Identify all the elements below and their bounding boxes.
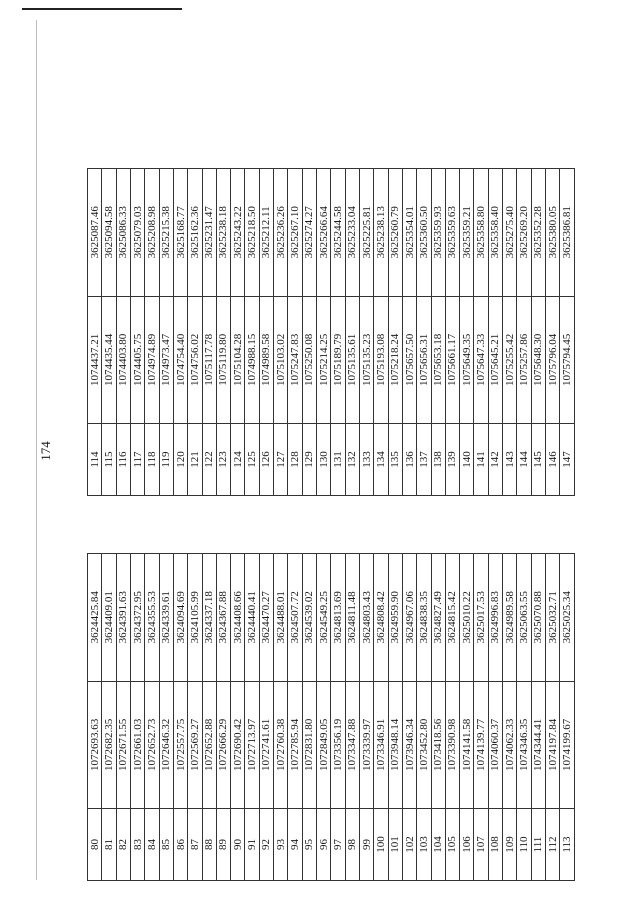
x-coordinate-cell: 1072646.32 xyxy=(159,681,173,809)
y-coordinate-cell: 3624539.02 xyxy=(302,554,316,682)
y-coordinate-cell: 3624391.63 xyxy=(116,554,130,682)
table-row xyxy=(216,554,230,881)
point-number-cell: 137 xyxy=(417,424,431,496)
x-coordinate-cell: 1074197.84 xyxy=(546,681,560,809)
y-coordinate-cell: 3625212.11 xyxy=(259,169,273,297)
y-coordinate-cell: 3625233.04 xyxy=(345,169,359,297)
point-number-cell: 97 xyxy=(331,809,345,881)
y-coordinate-cell: 3624803.43 xyxy=(359,554,373,682)
x-coordinate-cell: 1072831.80 xyxy=(302,681,316,809)
x-coordinate-cell: 1072661.03 xyxy=(130,681,144,809)
table-row xyxy=(202,169,216,496)
point-number-cell: 117 xyxy=(130,424,144,496)
table-row xyxy=(231,554,245,881)
x-coordinate-cell: 1075661.17 xyxy=(445,296,459,424)
table-row xyxy=(417,554,431,881)
y-coordinate-cell: 3624425.84 xyxy=(88,554,102,682)
point-number-cell: 80 xyxy=(88,809,102,881)
table-row xyxy=(460,169,474,496)
point-number-cell: 83 xyxy=(130,809,144,881)
y-coordinate-cell: 3625386.81 xyxy=(560,169,575,297)
y-coordinate-cell: 3624105.99 xyxy=(188,554,202,682)
table-row xyxy=(302,169,316,496)
point-number-cell: 126 xyxy=(259,424,273,496)
point-number-cell: 96 xyxy=(317,809,331,881)
point-number-cell: 101 xyxy=(388,809,402,881)
x-coordinate-cell: 1074988.15 xyxy=(245,296,259,424)
table-row xyxy=(88,554,102,881)
point-number-cell: 124 xyxy=(231,424,245,496)
table-row xyxy=(503,169,517,496)
point-number-cell: 116 xyxy=(116,424,130,496)
table-row xyxy=(202,554,216,881)
point-number-cell: 81 xyxy=(102,809,116,881)
y-coordinate-cell: 3624408.66 xyxy=(231,554,245,682)
point-number-cell: 88 xyxy=(202,809,216,881)
x-coordinate-cell: 1074139.77 xyxy=(474,681,488,809)
y-coordinate-cell: 3625087.46 xyxy=(88,169,102,297)
y-coordinate-cell: 3625269.20 xyxy=(517,169,531,297)
page-edge-line xyxy=(36,20,37,880)
y-coordinate-cell: 3625238.13 xyxy=(374,169,388,297)
x-coordinate-cell: 1074754.40 xyxy=(173,296,187,424)
point-number-cell: 82 xyxy=(116,809,130,881)
x-coordinate-cell: 1075648.30 xyxy=(531,296,545,424)
point-number-cell: 94 xyxy=(288,809,302,881)
x-coordinate-cell: 1075653.18 xyxy=(431,296,445,424)
coordinates-table-1 xyxy=(87,553,575,881)
point-number-cell: 92 xyxy=(259,809,273,881)
y-coordinate-cell: 3625168.77 xyxy=(173,169,187,297)
point-number-cell: 122 xyxy=(202,424,216,496)
point-number-cell: 114 xyxy=(88,424,102,496)
point-number-cell: 84 xyxy=(145,809,159,881)
x-coordinate-cell: 1075649.35 xyxy=(460,296,474,424)
point-number-cell: 93 xyxy=(274,809,288,881)
y-coordinate-cell: 3624409.01 xyxy=(102,554,116,682)
y-coordinate-cell: 3624339.61 xyxy=(159,554,173,682)
y-coordinate-cell: 3625025.34 xyxy=(560,554,575,682)
y-coordinate-cell: 3625208.98 xyxy=(145,169,159,297)
point-number-cell: 106 xyxy=(460,809,474,881)
table-row xyxy=(288,554,302,881)
table-row xyxy=(503,554,517,881)
table-row xyxy=(259,554,273,881)
table-row xyxy=(488,169,502,496)
x-coordinate-cell: 1075796.04 xyxy=(546,296,560,424)
y-coordinate-cell: 3624488.01 xyxy=(274,554,288,682)
x-coordinate-cell: 1072785.94 xyxy=(288,681,302,809)
y-coordinate-cell: 3624367.88 xyxy=(216,554,230,682)
table-row xyxy=(216,169,230,496)
table-row xyxy=(546,554,560,881)
x-coordinate-cell: 1072682.35 xyxy=(102,681,116,809)
x-coordinate-cell: 1075645.21 xyxy=(488,296,502,424)
x-coordinate-cell: 1074062.33 xyxy=(503,681,517,809)
table-row xyxy=(546,169,560,496)
table-row xyxy=(274,554,288,881)
table-row xyxy=(88,169,102,496)
x-coordinate-cell: 1075214.25 xyxy=(317,296,331,424)
table-row xyxy=(159,169,173,496)
y-coordinate-cell: 3624989.58 xyxy=(503,554,517,682)
point-number-cell: 142 xyxy=(488,424,502,496)
point-number-cell: 99 xyxy=(359,809,373,881)
point-number-cell: 143 xyxy=(503,424,517,496)
table-row xyxy=(274,169,288,496)
y-coordinate-cell: 3624959.90 xyxy=(388,554,402,682)
point-number-cell: 136 xyxy=(402,424,416,496)
x-coordinate-cell: 1074405.75 xyxy=(130,296,144,424)
y-coordinate-cell: 3625360.50 xyxy=(417,169,431,297)
point-number-cell: 91 xyxy=(245,809,259,881)
y-coordinate-cell: 3625354.01 xyxy=(402,169,416,297)
table-row xyxy=(445,554,459,881)
x-coordinate-cell: 1074199.67 xyxy=(560,681,575,809)
table-row xyxy=(431,169,445,496)
y-coordinate-cell: 3625358.40 xyxy=(488,169,502,297)
table-row xyxy=(331,554,345,881)
point-number-cell: 119 xyxy=(159,424,173,496)
point-number-cell: 131 xyxy=(331,424,345,496)
point-number-cell: 100 xyxy=(374,809,388,881)
x-coordinate-cell: 1075135.61 xyxy=(345,296,359,424)
y-coordinate-cell: 3624813.69 xyxy=(331,554,345,682)
x-coordinate-cell: 1074435.44 xyxy=(102,296,116,424)
table-row xyxy=(474,169,488,496)
y-coordinate-cell: 3625260.79 xyxy=(388,169,402,297)
table-row xyxy=(345,169,359,496)
y-coordinate-cell: 3625063.55 xyxy=(517,554,531,682)
table-row xyxy=(417,169,431,496)
x-coordinate-cell: 1072569.27 xyxy=(188,681,202,809)
point-number-cell: 115 xyxy=(102,424,116,496)
table-row xyxy=(474,554,488,881)
table-row xyxy=(331,169,345,496)
table-row xyxy=(531,554,545,881)
table-row xyxy=(102,169,116,496)
table-row xyxy=(445,169,459,496)
point-number-cell: 98 xyxy=(345,809,359,881)
point-number-cell: 123 xyxy=(216,424,230,496)
point-number-cell: 147 xyxy=(560,424,575,496)
y-coordinate-cell: 3625017.53 xyxy=(474,554,488,682)
x-coordinate-cell: 1074346.35 xyxy=(517,681,531,809)
table-row xyxy=(345,554,359,881)
table-row xyxy=(245,169,259,496)
x-coordinate-cell: 1075647.33 xyxy=(474,296,488,424)
x-coordinate-cell: 1072849.05 xyxy=(317,681,331,809)
x-coordinate-cell: 1075247.83 xyxy=(288,296,302,424)
y-coordinate-cell: 3624470.27 xyxy=(259,554,273,682)
x-coordinate-cell: 1074060.37 xyxy=(488,681,502,809)
table-row xyxy=(488,554,502,881)
table-row xyxy=(560,169,575,496)
x-coordinate-cell: 1072741.61 xyxy=(259,681,273,809)
y-coordinate-cell: 3625079.03 xyxy=(130,169,144,297)
table-row xyxy=(173,169,187,496)
point-number-cell: 89 xyxy=(216,809,230,881)
x-coordinate-cell: 1075104.28 xyxy=(231,296,245,424)
y-coordinate-cell: 3625032.71 xyxy=(546,554,560,682)
point-number-cell: 104 xyxy=(431,809,445,881)
table-row xyxy=(159,554,173,881)
point-number-cell: 134 xyxy=(374,424,388,496)
page-number: 174 xyxy=(38,441,53,461)
point-number-cell: 95 xyxy=(302,809,316,881)
y-coordinate-cell: 3625352.28 xyxy=(531,169,545,297)
point-number-cell: 87 xyxy=(188,809,202,881)
x-coordinate-cell: 1074403.80 xyxy=(116,296,130,424)
table-row xyxy=(388,169,402,496)
x-coordinate-cell: 1074973.47 xyxy=(159,296,173,424)
table-row xyxy=(359,554,373,881)
point-number-cell: 132 xyxy=(345,424,359,496)
x-coordinate-cell: 1072693.63 xyxy=(88,681,102,809)
y-coordinate-cell: 3625275.40 xyxy=(503,169,517,297)
table-row xyxy=(116,554,130,881)
table-row xyxy=(188,554,202,881)
table-row xyxy=(460,554,474,881)
y-coordinate-cell: 3625358.80 xyxy=(474,169,488,297)
y-coordinate-cell: 3624815.42 xyxy=(445,554,459,682)
y-coordinate-cell: 3624827.49 xyxy=(431,554,445,682)
x-coordinate-cell: 1072690.42 xyxy=(231,681,245,809)
y-coordinate-cell: 3624808.42 xyxy=(374,554,388,682)
y-coordinate-cell: 3624440.41 xyxy=(245,554,259,682)
table-row xyxy=(145,169,159,496)
x-coordinate-cell: 1074437.21 xyxy=(88,296,102,424)
point-number-cell: 125 xyxy=(245,424,259,496)
table-row xyxy=(116,169,130,496)
y-coordinate-cell: 3624838.35 xyxy=(417,554,431,682)
point-number-cell: 139 xyxy=(445,424,459,496)
x-coordinate-cell: 1074974.89 xyxy=(145,296,159,424)
x-coordinate-cell: 1075255.42 xyxy=(503,296,517,424)
point-number-cell: 133 xyxy=(359,424,373,496)
y-coordinate-cell: 3625244.58 xyxy=(331,169,345,297)
table-row xyxy=(560,554,575,881)
x-coordinate-cell: 1072713.97 xyxy=(245,681,259,809)
table-row xyxy=(188,169,202,496)
x-coordinate-cell: 1073390.98 xyxy=(445,681,459,809)
point-number-cell: 140 xyxy=(460,424,474,496)
y-coordinate-cell: 3624355.53 xyxy=(145,554,159,682)
y-coordinate-cell: 3625010.22 xyxy=(460,554,474,682)
point-number-cell: 135 xyxy=(388,424,402,496)
y-coordinate-cell: 3625231.47 xyxy=(202,169,216,297)
x-coordinate-cell: 1073347.88 xyxy=(345,681,359,809)
point-number-cell: 105 xyxy=(445,809,459,881)
y-coordinate-cell: 3625236.26 xyxy=(274,169,288,297)
table-row xyxy=(302,554,316,881)
table-row xyxy=(402,169,416,496)
table-row xyxy=(374,554,388,881)
point-number-cell: 128 xyxy=(288,424,302,496)
y-coordinate-cell: 3625070.88 xyxy=(531,554,545,682)
x-coordinate-cell: 1074756.02 xyxy=(188,296,202,424)
point-number-cell: 112 xyxy=(546,809,560,881)
x-coordinate-cell: 1074989.58 xyxy=(259,296,273,424)
point-number-cell: 121 xyxy=(188,424,202,496)
x-coordinate-cell: 1072557.75 xyxy=(173,681,187,809)
point-number-cell: 85 xyxy=(159,809,173,881)
point-number-cell: 113 xyxy=(560,809,575,881)
point-number-cell: 102 xyxy=(402,809,416,881)
coordinates-table-2 xyxy=(87,168,575,496)
table-row xyxy=(317,554,331,881)
table-row xyxy=(130,554,144,881)
point-number-cell: 120 xyxy=(173,424,187,496)
y-coordinate-cell: 3625243.22 xyxy=(231,169,245,297)
y-coordinate-cell: 3625380.05 xyxy=(546,169,560,297)
x-coordinate-cell: 1075135.23 xyxy=(359,296,373,424)
point-number-cell: 129 xyxy=(302,424,316,496)
coordinates-table-2-wrapper xyxy=(87,168,575,496)
point-number-cell: 138 xyxy=(431,424,445,496)
table-row xyxy=(431,554,445,881)
x-coordinate-cell: 1072652.73 xyxy=(145,681,159,809)
y-coordinate-cell: 3624549.25 xyxy=(317,554,331,682)
point-number-cell: 145 xyxy=(531,424,545,496)
y-coordinate-cell: 3625359.21 xyxy=(460,169,474,297)
point-number-cell: 103 xyxy=(417,809,431,881)
y-coordinate-cell: 3625359.93 xyxy=(431,169,445,297)
table-row xyxy=(388,554,402,881)
point-number-cell: 127 xyxy=(274,424,288,496)
coordinates-table-1-wrapper xyxy=(87,553,575,881)
x-coordinate-cell: 1073452.80 xyxy=(417,681,431,809)
point-number-cell: 110 xyxy=(517,809,531,881)
x-coordinate-cell: 1075656.31 xyxy=(417,296,431,424)
point-number-cell: 108 xyxy=(488,809,502,881)
table-row xyxy=(231,169,245,496)
y-coordinate-cell: 3624967.06 xyxy=(402,554,416,682)
x-coordinate-cell: 1074141.58 xyxy=(460,681,474,809)
x-coordinate-cell: 1075794.45 xyxy=(560,296,575,424)
x-coordinate-cell: 1075193.08 xyxy=(374,296,388,424)
table-row xyxy=(317,169,331,496)
x-coordinate-cell: 1075103.02 xyxy=(274,296,288,424)
x-coordinate-cell: 1075117.78 xyxy=(202,296,216,424)
y-coordinate-cell: 3625225.81 xyxy=(359,169,373,297)
point-number-cell: 109 xyxy=(503,809,517,881)
x-coordinate-cell: 1072671.55 xyxy=(116,681,130,809)
top-rule xyxy=(22,8,182,10)
point-number-cell: 141 xyxy=(474,424,488,496)
table-row xyxy=(173,554,187,881)
table-row xyxy=(245,554,259,881)
table-row xyxy=(531,169,545,496)
y-coordinate-cell: 3625238.18 xyxy=(216,169,230,297)
table-row xyxy=(517,169,531,496)
y-coordinate-cell: 3624372.95 xyxy=(130,554,144,682)
y-coordinate-cell: 3625266.64 xyxy=(317,169,331,297)
y-coordinate-cell: 3624094.69 xyxy=(173,554,187,682)
y-coordinate-cell: 3625215.38 xyxy=(159,169,173,297)
x-coordinate-cell: 1073356.19 xyxy=(331,681,345,809)
x-coordinate-cell: 1075119.80 xyxy=(216,296,230,424)
point-number-cell: 130 xyxy=(317,424,331,496)
x-coordinate-cell: 1075657.50 xyxy=(402,296,416,424)
point-number-cell: 107 xyxy=(474,809,488,881)
table-row xyxy=(102,554,116,881)
x-coordinate-cell: 1072652.88 xyxy=(202,681,216,809)
y-coordinate-cell: 3625274.27 xyxy=(302,169,316,297)
x-coordinate-cell: 1075218.24 xyxy=(388,296,402,424)
y-coordinate-cell: 3625086.33 xyxy=(116,169,130,297)
x-coordinate-cell: 1073946.34 xyxy=(402,681,416,809)
table-row xyxy=(288,169,302,496)
y-coordinate-cell: 3625218.50 xyxy=(245,169,259,297)
table-row xyxy=(374,169,388,496)
y-coordinate-cell: 3625162.36 xyxy=(188,169,202,297)
point-number-cell: 118 xyxy=(145,424,159,496)
x-coordinate-cell: 1075257.86 xyxy=(517,296,531,424)
x-coordinate-cell: 1073948.14 xyxy=(388,681,402,809)
y-coordinate-cell: 3624337.18 xyxy=(202,554,216,682)
point-number-cell: 146 xyxy=(546,424,560,496)
y-coordinate-cell: 3624811.48 xyxy=(345,554,359,682)
x-coordinate-cell: 1073346.91 xyxy=(374,681,388,809)
y-coordinate-cell: 3624996.83 xyxy=(488,554,502,682)
table-row xyxy=(145,554,159,881)
point-number-cell: 144 xyxy=(517,424,531,496)
table-row xyxy=(517,554,531,881)
x-coordinate-cell: 1074344.41 xyxy=(531,681,545,809)
point-number-cell: 111 xyxy=(531,809,545,881)
y-coordinate-cell: 3624507.72 xyxy=(288,554,302,682)
table-row xyxy=(402,554,416,881)
y-coordinate-cell: 3625094.58 xyxy=(102,169,116,297)
y-coordinate-cell: 3625359.63 xyxy=(445,169,459,297)
point-number-cell: 86 xyxy=(173,809,187,881)
x-coordinate-cell: 1073418.56 xyxy=(431,681,445,809)
x-coordinate-cell: 1073339.97 xyxy=(359,681,373,809)
x-coordinate-cell: 1072666.29 xyxy=(216,681,230,809)
table-row xyxy=(359,169,373,496)
table-row xyxy=(259,169,273,496)
y-coordinate-cell: 3625267.10 xyxy=(288,169,302,297)
x-coordinate-cell: 1072760.38 xyxy=(274,681,288,809)
table-row xyxy=(130,169,144,496)
point-number-cell: 90 xyxy=(231,809,245,881)
x-coordinate-cell: 1075189.79 xyxy=(331,296,345,424)
x-coordinate-cell: 1075250.08 xyxy=(302,296,316,424)
